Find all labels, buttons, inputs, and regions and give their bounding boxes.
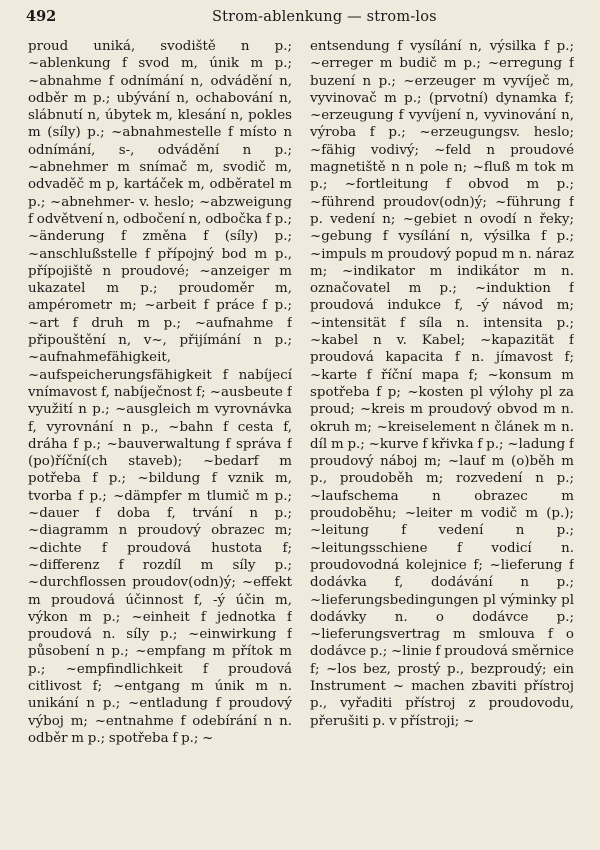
left-column	[28, 38, 292, 838]
left-column-text: proud uniká, svodiště n p.; ~ablenkung f svod m, únik m p.; ~abnahme f odnímání n, odvádění n, odběr m p.; ubývání n, ochabování n, slábnutí n, úbytek m, klesání n, pokles m (síly) p.; ~abnahmestelle f místo n odnímání, s-, odvádění n p.; ~abnehmer m snímač m, svodič m, odvaděč m p, kartáček m, odběratel m p.; ~abnehmer- v. heslo; ~abzweigung f odvětvení n, odbočení n, odbočka f p.; ~änderung f změna f (síly) p.; ~anschlußstelle f přípojný bod m p., přípojiště n proudové; ~anzeiger m ukazatel m p.; proudoměr m, ampérometr m; ~arbeit f práce f p.; ~art f druh m p.; ~aufnahme f připouštění n, v~, přijímání n p.; ~aufnahmefähigkeit, ~aufspeicherungsfähigkeit f nabíjecí vnímavost f, nabíječnost f; ~ausbeute f využití n p.; ~ausgleich m vyrovnávka f, vyrovnání n p., ~bahn f cesta f, dráha f p.; ~bauverwaltung f správa f (po)říční(ch staveb); ~bedarf m potřeba f p.; ~bildung f vznik m, tvorba f p.; ~dämpfer m tlumič m p.; ~dauer f doba f, trvání n p.; ~diagramm n proudový obrazec m; ~dichte f proudová hustota f; ~differenz f rozdíl m síly p.; ~durchflossen proudov(odn)ý; ~effekt m proudová účinnost f, -ý účin m, výkon m p.; ~einheit f jednotka f proudová n. síly p.; ~einwirkung f působení n p.; ~empfang m přítok m p.; ~empfindlichkeit f proudová citlivost f; ~entgang m únik m n. unikání n p.; ~entladung f proudový výboj m; ~entnahme f odebírání n n. odběr m p.; spotřeba f p.; ~	[28, 39, 292, 746]
page-number: 492	[26, 8, 57, 25]
right-column-text: entsendung f vysílání n, výsilka f p.; ~erreger m budič m p.; ~erregung f buzení n p.; ~erzeuger m vyvíječ m, vyvinovač m p.; (prvotní) dynamka f; ~erzeugung f vyvíjení n, vyvinování n, výroba f p.; ~erzeugungsv. heslo; ~fähig vodivý; ~feld n proudové magnetiště n n pole n; ~fluß m tok m p.; ~fortleitung f obvod m p.; ~führend proudov(odn)ý; ~führung f p. vedení n; ~gebiet n ovodí n řeky; ~gebung f vysílání n, výsilka f p.; ~impuls m proudový popud m n. náraz m; ~indikator m indikátor m n. označovatel m p.; ~induktion f proudová indukce f, -ý návod m; ~intensität f síla n. intensita p.; ~kabel n v. Kabel; ~kapazität f proudová kapacita f n. jímavost f; ~karte f říční mapa f; ~konsum m spotřeba f p; ~kosten pl výlohy pl za proud; ~kreis m proudový obvod m n. okruh m; ~kreiselement n článek m n. díl m p.; ~kurve f křivka f p.; ~ladung f proudový náboj m; ~lauf m (o)běh m p., proudoběh m; rozvedení n p.; ~laufschema n obrazec m proudoběhu; ~leiter m vodič m (p.); ~leitung f vedení n p.; ~leitungsschiene f vodicí n. proudovodná kolejnice f; ~lieferung f dodávka f, dodávání n p.; ~lieferungsbedingungen pl výminky pl dodávky n. o dodávce p.; ~lieferungsvertrag m smlouva f o dodávce p.; ~linie f proudová směrnice f; ~los bez, prostý p., bezproudý; ein Instrument ~ machen zbaviti přístroj p., vyřaditi přístroj z proudovodu, přerušiti p. v přístroji; ~	[310, 39, 574, 729]
page-header	[26, 6, 580, 28]
running-head: Strom-ablenkung — strom-los	[212, 9, 437, 25]
right-column	[310, 38, 574, 838]
